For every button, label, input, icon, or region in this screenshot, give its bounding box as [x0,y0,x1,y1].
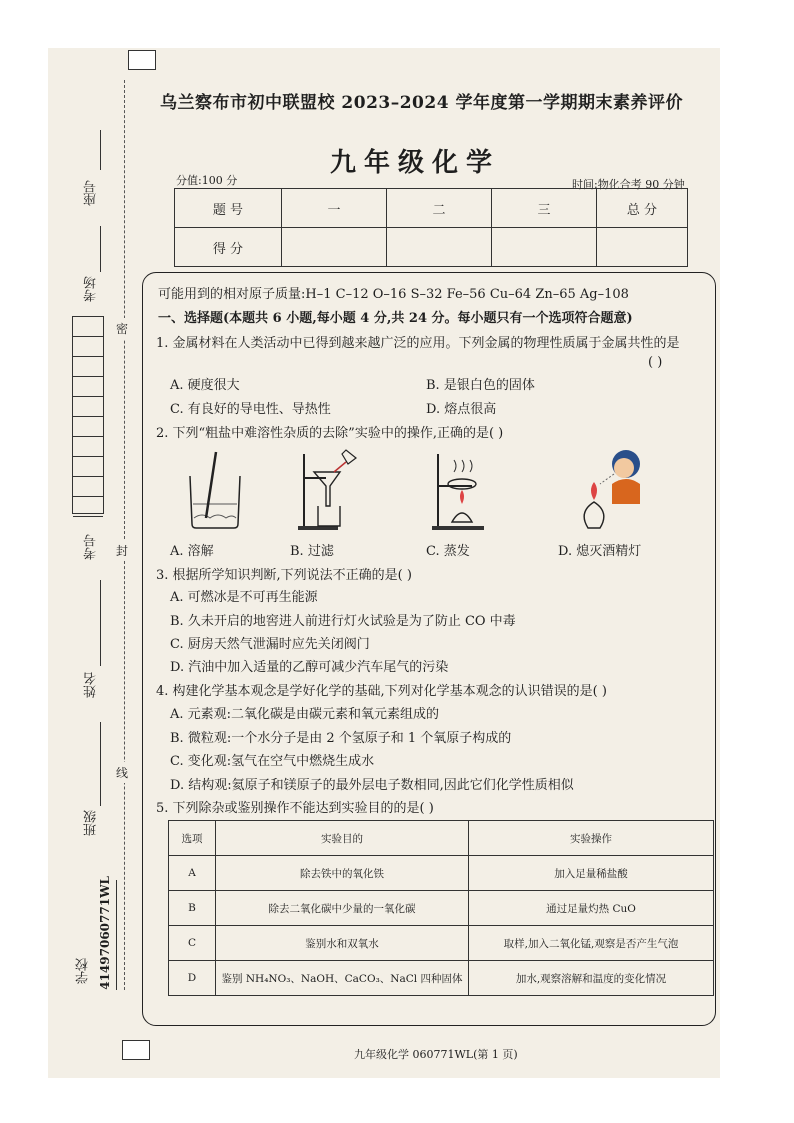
experiment-header-purpose: 实验目的 [216,821,469,856]
seal-char-mi: 密 [116,318,128,339]
experiment-row-c-purpose: 鉴别水和双氧水 [216,926,469,961]
question-1-answer-paren[interactable]: ( ) [648,355,663,370]
question-4-stem: 4. 构建化学基本观念是学好化学的基础,下列对化学基本观念的认识错误的是( ) [156,684,607,699]
extinguish-lamp-figure [574,444,654,532]
question-4-option-b: B. 微粒观:一个水分子是由 2 个氢原子和 1 个氧原子构成的 [170,731,512,746]
experiment-row-d-option: D [169,961,216,996]
question-1-option-d: D. 熔点很高 [426,402,497,417]
question-1-stem: 1. 金属材料在人类活动中已得到越来越广泛的应用。下列金属的物理性质属于金属共性的是 [156,336,680,351]
experiment-row-d-purpose: 鉴别 NH₄NO₃、NaOH、CaCO₃、NaCl 四种固体 [216,961,469,996]
score-table-col-1: 一 [282,189,387,228]
score-table-score-row [175,228,688,267]
school-label: 学校 [76,958,91,984]
question-1-option-c: C. 有良好的导电性、导热性 [170,402,331,417]
question-3-option-c: C. 厨房天然气泄漏时应先关闭阀门 [170,637,370,652]
score-table-col-3: 三 [492,189,597,228]
question-4-option-a: A. 元素观:二氧化碳是由碳元素和氧元素组成的 [170,707,440,722]
seal-char-feng: 封 [116,540,128,561]
experiment-row-b-option: B [169,891,216,926]
page-footer: 九年级化学 060771WL(第 1 页) [354,1048,518,1061]
experiment-row-b-purpose: 除去二氧化碳中少量的一氧化碳 [216,891,469,926]
total-score-note: 分值:100 分 [176,174,238,187]
seat-underline [100,130,101,170]
subject-title: 九年级化学 [330,148,501,178]
score-cell-total[interactable] [597,228,688,267]
question-3-option-d: D. 汽油中加入适量的乙醇可减少汽车尾气的污染 [170,660,449,675]
class-underline [100,722,101,806]
question-2-option-b: B. 过滤 [290,544,334,559]
question-3-stem: 3. 根据所学知识判断,下列说法不正确的是( ) [156,568,412,583]
experiment-row-c-option: C [169,926,216,961]
question-3-option-b: B. 久未开启的地窖进人前进行灯火试验是为了防止 CO 中毒 [170,614,516,629]
score-cell-2[interactable] [387,228,492,267]
question-5-stem: 5. 下列除杂或鉴别操作不能达到实验目的的是( ) [156,801,434,816]
room-label: 考场 [84,276,99,302]
question-1-option-b: B. 是银白色的固体 [426,378,535,393]
question-2-option-a: A. 溶解 [170,544,214,559]
experiment-header-option: 选项 [169,821,216,856]
barcode-text: 41497060771WL [98,876,112,990]
score-table-label-number: 题 号 [175,189,282,228]
question-2-stem: 2. 下列“粗盐中难溶性杂质的去除”实验中的操作,正确的是( ) [156,426,504,441]
atomic-masses: 可能用到的相对原子质量:H–1 C–12 O–16 S–32 Fe–56 Cu–64 Zn–65 Ag–108 [158,287,629,302]
question-2-option-c: C. 蒸发 [426,544,470,559]
score-table-label-score: 得 分 [175,228,282,267]
experiment-row-a-purpose: 除去铁中的氧化铁 [216,856,469,891]
seat-label: 座号 [84,180,99,206]
experiment-row-a-option: A [169,856,216,891]
table-row [169,926,714,961]
room-underline [100,226,101,272]
name-label: 姓名 [84,672,99,698]
corner-mark-top [128,50,156,70]
name-underline [100,580,101,666]
question-1-option-a: A. 硬度很大 [170,378,240,393]
score-cell-3[interactable] [492,228,597,267]
seal-char-xian: 线 [116,762,128,783]
school-underline [116,880,117,990]
experiment-row-b-operation: 通过足量灼热 CuO [469,891,714,926]
question-4-option-d: D. 结构观:氦原子和镁原子的最外层电子数相同,因此它们化学性质相似 [170,778,574,793]
exam-title: 乌兰察布市初中联盟校 2023–2024 学年度第一学期期末素养评价 [160,93,683,113]
question-2-option-d: D. 熄灭酒精灯 [558,544,642,559]
score-table [174,188,688,267]
question-3-option-a: A. 可燃冰是不可再生能源 [170,590,318,605]
dissolve-figure [182,448,252,532]
seal-line [124,80,125,990]
time-note: 时间:物化合考 90 分钟 [572,178,685,191]
exam-number-label: 考号 [84,534,99,560]
table-row [169,891,714,926]
experiment-table [168,820,714,996]
score-cell-1[interactable] [282,228,387,267]
question-4-option-c: C. 变化观:氢气在空气中燃烧生成水 [170,754,375,769]
table-row [169,856,714,891]
experiment-row-d-operation: 加水,观察溶解和温度的变化情况 [469,961,714,996]
experiment-row-c-operation: 取样,加入二氧化锰,观察是否产生气泡 [469,926,714,961]
corner-mark-bottom [122,1040,150,1060]
section-1-heading: 一、选择题(本题共 6 小题,每小题 4 分,共 24 分。每小题只有一个选项符合题意) [158,311,633,326]
experiment-row-a-operation: 加入足量稀盐酸 [469,856,714,891]
filtration-figure [292,448,362,532]
score-table-col-2: 二 [387,189,492,228]
score-table-col-total: 总 分 [597,189,688,228]
experiment-table-header [169,821,714,856]
score-table-header-row [175,189,688,228]
experiment-header-operation: 实验操作 [469,821,714,856]
exam-number-boxes[interactable] [72,316,104,514]
table-row [169,961,714,996]
evaporation-figure [424,448,494,532]
class-label: 班级 [84,810,99,836]
